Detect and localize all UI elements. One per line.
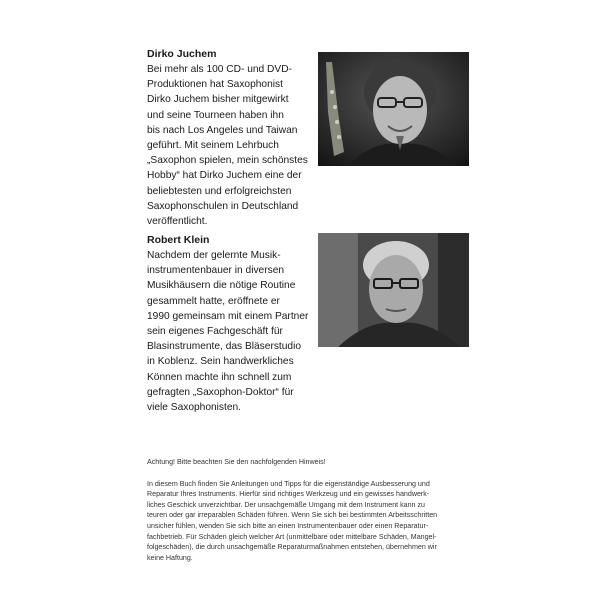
bio-line: veröffentlicht.	[147, 216, 208, 228]
bio-text	[147, 248, 317, 415]
bio-line: Produktionen hat Saxophonist	[147, 79, 283, 91]
notice-line: liches Geschick unverzichtbar. Der unsachgemäße Umgang mit dem Instrument kann zu	[147, 500, 425, 509]
bio-line: bis nach Los Angeles und Taiwan	[147, 124, 298, 136]
bio-line: Können machte ihn schnell zum	[147, 371, 292, 383]
bio-line: gesammelt hatte, eröffnete er	[147, 295, 280, 307]
notice-line: teuren oder gar irreparablen Schäden führen. Wenn Sie sich bei bestimmten Arbeitsschritten	[147, 511, 438, 520]
portrait-image	[318, 233, 469, 347]
notice-line: keine Haftung.	[147, 553, 193, 562]
bio-line: Dirko Juchem bisher mitgewirkt	[147, 94, 289, 106]
photo-robert-klein	[318, 233, 469, 347]
bio-robert-klein	[147, 233, 317, 415]
bio-line: instrumentenbauer in diversen	[147, 265, 285, 277]
notice-line: unsicher fühlen, wenden Sie sich bitte an einen Instrumentenbauer oder einen Reparatur-	[147, 521, 429, 530]
notice-warning: Achtung! Bitte beachten Sie den nachfolgenden Hinweis!	[147, 458, 326, 466]
bio-line: Bei mehr als 100 CD- und DVD-	[147, 64, 292, 75]
bio-line: gefragten „Saxophon-Doktor“ für	[147, 386, 294, 398]
photo-dirko-juchem	[318, 52, 469, 166]
bio-line: Blasinstrumente, das Bläserstudio	[147, 341, 302, 353]
notice-line: folgeschäden), die durch unsachgemäße Reparaturmaßnahmen entstehen, übernehmen wir	[147, 543, 437, 552]
bio-text	[147, 62, 317, 229]
bio-name: Robert Klein	[147, 234, 210, 246]
bio-line: Nachdem der gelernte Musik-	[147, 250, 281, 261]
bio-dirko-juchem	[147, 47, 317, 229]
bio-line: sein eigenes Fachgeschäft für	[147, 326, 283, 338]
notice-line: Reparatur Ihres Instruments. Hierfür sind richtiges Werkzeug und ein gewisses handwerk-	[147, 490, 430, 499]
bio-line: 1990 gemeinsam mit einem Partner	[147, 310, 309, 322]
bio-line: in Koblenz. Sein handwerkliches	[147, 356, 294, 368]
notice-line: fachbetrieb. Für Schäden gleich welcher Art (unmittelbare oder mittelbare Schäden, Mangel-	[147, 532, 437, 541]
notice	[147, 457, 477, 563]
bio-name: Dirko Juchem	[147, 48, 217, 60]
bio-line: Saxophonschulen in Deutschland	[147, 200, 299, 212]
bio-line: Hobby“ hat Dirko Juchem eine der	[147, 170, 302, 182]
notice-line: In diesem Buch finden Sie Anleitungen und Tipps für die eigenständige Ausbesserung und	[147, 479, 430, 488]
bio-line: geführt. Mit seinem Lehrbuch	[147, 140, 279, 152]
notice-body	[147, 479, 477, 564]
bio-line: Musikhäusern die nötige Routine	[147, 280, 296, 292]
bio-line: und seine Tourneen haben ihn	[147, 109, 284, 121]
portrait-image	[318, 52, 469, 166]
bio-line: beliebtesten und erfolgreichsten	[147, 185, 292, 197]
bio-line: viele Saxophonisten.	[147, 402, 242, 414]
bio-line: „Saxophon spielen, mein schönstes	[147, 155, 308, 167]
